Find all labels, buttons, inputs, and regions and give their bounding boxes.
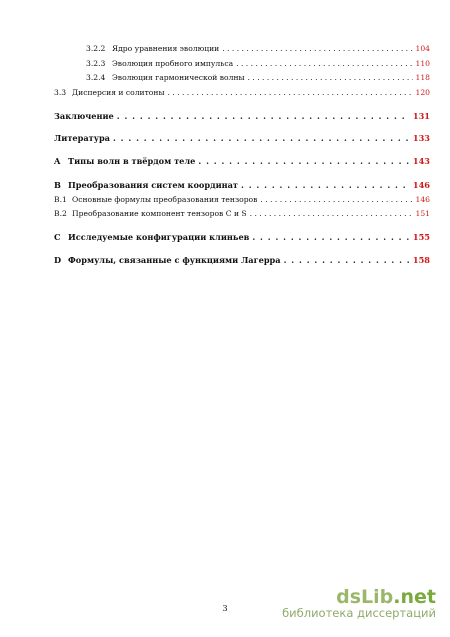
toc-chapter[interactable] bbox=[54, 133, 430, 143]
dot-leader bbox=[236, 59, 412, 68]
dot-leader bbox=[198, 156, 410, 166]
dot-leader bbox=[260, 195, 412, 204]
toc-chapter[interactable] bbox=[54, 180, 430, 190]
toc-entry-number: B.1 bbox=[54, 195, 67, 204]
toc-entry[interactable] bbox=[54, 209, 430, 218]
dot-leader bbox=[117, 111, 410, 121]
toc-chapter-title: Формулы, связанные с функциями Лагерра bbox=[68, 255, 281, 265]
page-number: 3 bbox=[222, 604, 228, 613]
toc-entry-title: Дисперсия и солитоны bbox=[72, 88, 165, 97]
toc-chapter-page-link[interactable]: 131 bbox=[412, 111, 430, 121]
watermark-logo bbox=[282, 588, 436, 607]
dot-leader bbox=[252, 232, 410, 242]
watermark-logo-part1: dsLib bbox=[336, 586, 394, 608]
toc-entry-number: 3.2.4 bbox=[86, 73, 106, 82]
toc-chapter-title: Преобразования систем координат bbox=[68, 180, 239, 190]
toc-entry[interactable] bbox=[86, 73, 430, 82]
dot-leader bbox=[222, 44, 412, 53]
toc-chapter-title: Исследуемые конфигурации клиньев bbox=[68, 232, 250, 242]
toc-entry-page-link[interactable]: 118 bbox=[415, 73, 430, 82]
toc-entry-title: Основные формулы преобразования тензоров bbox=[72, 195, 258, 204]
toc-entry-number: 3.3 bbox=[54, 88, 67, 97]
toc-chapter-letter: B bbox=[54, 180, 61, 190]
toc-entry-page-link[interactable]: 110 bbox=[415, 59, 430, 68]
toc-entry-page-link[interactable]: 104 bbox=[415, 44, 430, 53]
dot-leader bbox=[250, 209, 413, 218]
toc-chapter-title: Литература bbox=[54, 133, 110, 143]
toc-chapter-letter: C bbox=[54, 232, 61, 242]
toc-chapter[interactable] bbox=[54, 232, 430, 242]
toc-chapter-title: Заключение bbox=[54, 111, 114, 121]
toc-chapter-page-link[interactable]: 155 bbox=[412, 232, 430, 242]
toc-entry[interactable] bbox=[54, 88, 430, 97]
dot-leader bbox=[248, 73, 413, 82]
toc-chapter-letter: A bbox=[54, 156, 61, 166]
toc-chapter-page-link[interactable]: 146 bbox=[412, 180, 430, 190]
toc-entry-page-link[interactable]: 120 bbox=[415, 88, 430, 97]
dot-leader bbox=[241, 180, 410, 190]
toc-entry-title: Ядро уравнения эволюции bbox=[112, 44, 220, 53]
toc-entry[interactable] bbox=[86, 59, 430, 68]
watermark bbox=[282, 588, 436, 620]
toc-chapter[interactable] bbox=[54, 111, 430, 121]
watermark-logo-part2: .net bbox=[393, 586, 436, 608]
toc-chapter[interactable] bbox=[54, 156, 430, 166]
watermark-subtitle: библиотека диссертаций bbox=[282, 606, 436, 620]
toc-entry[interactable] bbox=[86, 44, 430, 53]
toc-chapter-letter: D bbox=[54, 255, 62, 265]
toc-entry-title: Эволюция пробного импульса bbox=[112, 59, 234, 68]
toc-entry-number: B.2 bbox=[54, 209, 67, 218]
toc-chapter-title: Типы волн в твёрдом теле bbox=[68, 156, 196, 166]
toc-entry-title: Преобразование компонент тензоров C и S bbox=[72, 209, 247, 218]
toc-chapter-page-link[interactable]: 143 bbox=[412, 156, 430, 166]
toc-entry-number: 3.2.2 bbox=[86, 44, 106, 53]
toc-entry-page-link[interactable]: 146 bbox=[415, 195, 430, 204]
toc-entry-page-link[interactable]: 151 bbox=[415, 209, 430, 218]
dot-leader bbox=[168, 88, 413, 97]
toc-entry-title: Эволюция гармонической волны bbox=[112, 73, 245, 82]
dot-leader bbox=[284, 255, 410, 265]
toc-chapter-page-link[interactable]: 133 bbox=[412, 133, 430, 143]
toc-chapter-page-link[interactable]: 158 bbox=[412, 255, 430, 265]
dot-leader bbox=[113, 133, 410, 143]
toc-entry[interactable] bbox=[54, 195, 430, 204]
toc-entry-number: 3.2.3 bbox=[86, 59, 106, 68]
toc-chapter[interactable] bbox=[54, 255, 430, 265]
